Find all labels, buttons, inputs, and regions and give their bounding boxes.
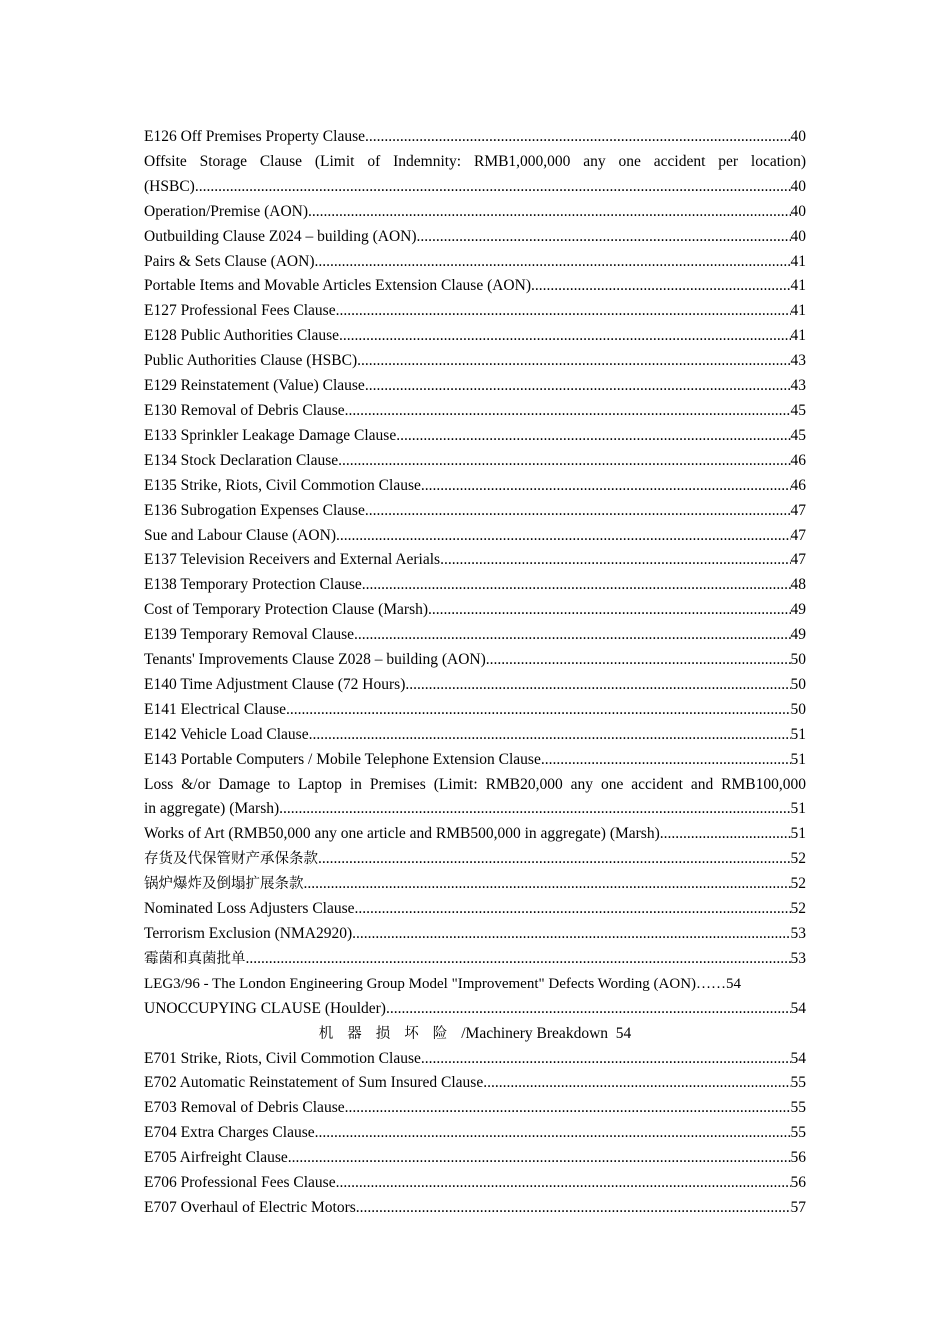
dot-leader — [417, 225, 791, 250]
toc-entry-page: 56 — [790, 1149, 806, 1167]
dot-leader — [286, 698, 790, 723]
dot-leader — [309, 723, 791, 748]
toc-entry[interactable] — [144, 822, 806, 847]
toc-entry-page: 51 — [790, 725, 806, 743]
dot-leader — [365, 499, 791, 524]
toc-entry-page: 50 — [790, 651, 806, 669]
toc-entry-title: Cost of Temporary Protection Clause (Marsh) — [144, 601, 429, 619]
toc-entry-title: E701 Strike, Riots, Civil Commotion Clause — [144, 1049, 421, 1067]
toc-entry[interactable] — [144, 897, 806, 922]
dot-leader — [336, 524, 791, 549]
toc-entry-page: 50 — [790, 700, 806, 718]
toc-entry-page: 52 — [790, 850, 806, 868]
dot-leader — [405, 673, 790, 698]
toc-entry[interactable] — [144, 399, 806, 424]
dot-leader — [338, 449, 790, 474]
section-heading[interactable] — [144, 1022, 806, 1047]
toc-entry-title: Sue and Labour Clause (AON) — [144, 526, 336, 544]
toc-entry-title: E126 Off Premises Property Clause — [144, 128, 365, 145]
toc-entry-title: Pairs & Sets Clause (AON) — [144, 252, 315, 270]
toc-entry-page: 56 — [790, 1174, 806, 1192]
toc-entry[interactable] — [144, 1047, 806, 1072]
dot-leader — [315, 250, 791, 275]
toc-entry[interactable] — [144, 972, 806, 997]
toc-entry-title: Tenants' Improvements Clause Z028 – building (AON) — [144, 651, 486, 669]
toc-entry-title: E134 Stock Declaration Clause — [144, 451, 339, 469]
dot-leader — [365, 125, 791, 150]
toc-entry-title: 锅炉爆炸及倒塌扩展条款 — [144, 876, 304, 893]
toc-entry-page: 41 — [790, 302, 806, 320]
toc-entry-page: 40 — [790, 177, 806, 195]
dot-leader — [541, 748, 791, 773]
toc-entry[interactable] — [144, 1146, 806, 1171]
toc-entry-page: 54 — [790, 1049, 806, 1067]
dot-leader — [365, 374, 791, 399]
dot-leader — [362, 573, 791, 598]
dot-leader — [345, 399, 791, 424]
toc-entry[interactable] — [144, 274, 806, 299]
dot-leader — [531, 274, 791, 299]
toc-entry-page: 51 — [790, 825, 806, 843]
toc-entry-title: E704 Extra Charges Clause — [144, 1124, 315, 1142]
toc-entry-page: 40 — [790, 202, 806, 220]
dot-leader — [483, 1071, 790, 1096]
toc-entry[interactable] — [144, 872, 806, 897]
toc-entry[interactable] — [144, 299, 806, 324]
toc-entry-page: 51 — [790, 800, 806, 818]
dot-leader — [195, 175, 791, 200]
toc-entry-title: Public Authorities Clause (HSBC) — [144, 352, 358, 370]
toc-entry[interactable] — [144, 623, 806, 648]
toc-entry-title: E136 Subrogation Expenses Clause — [144, 501, 365, 519]
toc-entry[interactable] — [144, 1196, 806, 1221]
dot-leader — [357, 349, 790, 374]
toc-entry[interactable] — [144, 947, 806, 972]
dot-leader — [318, 847, 791, 872]
toc-entry[interactable] — [144, 922, 806, 947]
toc-entry-page: 55 — [790, 1099, 806, 1117]
toc-entry-title: LEG3/96 - The London Engineering Group Model "Improvement" Defects Wording (AON) — [144, 975, 697, 992]
section-heading-page: 54 — [615, 1024, 632, 1042]
toc-entry-title: Operation/Premise (AON) — [144, 202, 308, 220]
dot-leader — [339, 324, 790, 349]
toc-entry-title: E703 Removal of Debris Clause — [144, 1099, 345, 1117]
toc-entry-title: E702 Automatic Reinstatement of Sum Insured Clause — [144, 1074, 484, 1092]
toc-entry[interactable] — [144, 449, 806, 474]
dot-leader — [336, 1171, 791, 1196]
section-heading-cn: 机器损坏险 — [318, 1025, 462, 1042]
short-leader: …… — [696, 975, 727, 992]
toc-entry-page: 41 — [790, 327, 806, 345]
toc-entry-page: 48 — [790, 576, 806, 594]
toc-entry[interactable] — [144, 225, 806, 250]
toc-entry[interactable] — [144, 524, 806, 549]
dot-leader — [396, 424, 790, 449]
toc-entry-title: E128 Public Authorities Clause — [144, 327, 340, 345]
toc-entry[interactable] — [144, 200, 806, 225]
toc-entry[interactable] — [144, 474, 806, 499]
toc-entry[interactable] — [144, 748, 806, 773]
toc-entry-title: E129 Reinstatement (Value) Clause — [144, 377, 365, 395]
toc-entry-title: Outbuilding Clause Z024 – building (AON) — [144, 227, 417, 245]
toc-entry[interactable] — [144, 573, 806, 598]
toc-entry-title: Works of Art (RMB50,000 any one article and RMB500,000 in aggregate) (Marsh) — [144, 825, 660, 843]
toc-entry-title: E707 Overhaul of Electric Motors — [144, 1198, 356, 1216]
dot-leader — [345, 1096, 791, 1121]
toc-entry-page: 53 — [790, 949, 806, 967]
toc-entry-page: 40 — [790, 227, 806, 245]
dot-leader — [356, 1196, 791, 1221]
toc-entry-title-line2: in aggregate) (Marsh) — [144, 800, 280, 818]
toc-entry-title: Nominated Loss Adjusters Clause — [144, 900, 355, 918]
toc-entry-title: E137 Television Receivers and External Aerials — [144, 551, 441, 569]
toc-entry-page: 46 — [790, 476, 806, 494]
dot-leader — [421, 1047, 791, 1072]
toc-entry-title: 霉菌和真菌批单 — [144, 950, 246, 967]
toc-entry-title: E138 Temporary Protection Clause — [144, 576, 362, 594]
toc-entry-title: E705 Airfreight Clause — [144, 1149, 288, 1167]
toc-entry-page: 41 — [790, 277, 806, 295]
toc-entry-page: 55 — [790, 1074, 806, 1092]
dot-leader — [315, 1121, 791, 1146]
toc-entry[interactable] — [144, 847, 806, 872]
toc-entry[interactable] — [144, 1121, 806, 1146]
toc-entry[interactable] — [144, 125, 806, 150]
toc-entry-title: E140 Time Adjustment Clause (72 Hours) — [144, 675, 406, 693]
toc-entry-page: 54 — [726, 975, 742, 992]
toc-entry-page: 51 — [790, 750, 806, 768]
toc-entry-title-line1: Loss &/or Damage to Laptop in Premises (Limit: RMB20,000 any one accident and RMB100,000 — [144, 775, 806, 793]
toc-entry[interactable] — [144, 1171, 806, 1196]
dot-leader — [246, 947, 791, 972]
toc-entry-page: 49 — [790, 626, 806, 644]
toc-entry[interactable] — [144, 374, 806, 399]
toc-entry-title: UNOCCUPYING CLAUSE (Houlder) — [144, 999, 386, 1017]
toc-entry[interactable] — [144, 324, 806, 349]
toc-entry-page: 47 — [790, 551, 806, 569]
dot-leader — [355, 897, 791, 922]
toc-entry-page: 40 — [790, 128, 806, 145]
toc-entry-title: 存货及代保管财产承保条款 — [144, 851, 318, 868]
toc-entry[interactable] — [144, 698, 806, 723]
dot-leader — [486, 648, 791, 673]
section-heading-en: /Machinery Breakdown — [461, 1024, 609, 1042]
toc-entry[interactable] — [144, 250, 806, 275]
toc-entry-page: 43 — [790, 377, 806, 395]
toc-entry-title: Portable Items and Movable Articles Extension Clause (AON) — [144, 277, 531, 295]
toc-entry-page: 53 — [790, 925, 806, 942]
toc-entry-title-line1: Offsite Storage Clause (Limit of Indemnity: RMB1,000,000 any one accident per location) — [144, 152, 806, 170]
toc-entry-title: E133 Sprinkler Leakage Damage Clause — [144, 426, 397, 444]
toc-entry[interactable] — [144, 548, 806, 573]
toc-entry-page: 52 — [790, 900, 806, 918]
toc-entry-page: 50 — [790, 675, 806, 693]
toc-entry-page: 47 — [790, 501, 806, 519]
toc-entry[interactable] — [144, 349, 806, 374]
dot-leader — [352, 922, 790, 947]
toc-entry-page: 45 — [790, 401, 806, 419]
toc-entry-page: 55 — [790, 1124, 806, 1142]
dot-leader — [336, 299, 791, 324]
toc-entry-page: 54 — [790, 999, 806, 1017]
dot-leader — [279, 797, 790, 822]
toc-entry-title: E706 Professional Fees Clause — [144, 1174, 336, 1192]
toc-entry-title-line2: (HSBC) — [144, 177, 195, 195]
toc-entry-page: 41 — [790, 252, 806, 270]
dot-leader — [660, 822, 791, 847]
toc-entry-page: 49 — [790, 601, 806, 619]
toc-entry[interactable] — [144, 598, 806, 623]
dot-leader — [386, 997, 791, 1022]
toc-entry-page: 57 — [790, 1198, 806, 1216]
toc-entry[interactable] — [144, 1071, 806, 1096]
toc-entry[interactable] — [144, 499, 806, 524]
toc-entry-title: E143 Portable Computers / Mobile Telephone Extension Clause — [144, 750, 541, 768]
dot-leader — [354, 623, 791, 648]
toc-entry-title: E139 Temporary Removal Clause — [144, 626, 354, 644]
toc-entry[interactable] — [144, 773, 806, 823]
dot-leader — [428, 598, 790, 623]
dot-leader — [288, 1146, 791, 1171]
toc-entry[interactable] — [144, 723, 806, 748]
toc-entry-page: 46 — [790, 451, 806, 469]
toc-entry-title: E135 Strike, Riots, Civil Commotion Clause — [144, 476, 421, 494]
toc-entry-title: E141 Electrical Clause — [144, 700, 287, 718]
dot-leader — [308, 200, 791, 225]
toc-entry-title: E130 Removal of Debris Clause — [144, 401, 345, 419]
toc-entry-title: E142 Vehicle Load Clause — [144, 725, 309, 743]
toc-entry-page: 43 — [790, 352, 806, 370]
toc-entry[interactable] — [144, 150, 806, 200]
dot-leader — [440, 548, 790, 573]
toc-entry-page: 52 — [790, 875, 806, 893]
toc-entry[interactable] — [144, 648, 806, 673]
dot-leader — [421, 474, 791, 499]
toc-entry[interactable] — [144, 997, 806, 1022]
toc-entry[interactable] — [144, 1096, 806, 1121]
toc-entry-page: 45 — [790, 426, 806, 444]
toc-entry[interactable] — [144, 673, 806, 698]
toc-entry-title: E127 Professional Fees Clause — [144, 302, 336, 320]
dot-leader — [304, 872, 791, 897]
toc-entry-page: 47 — [790, 526, 806, 544]
toc-entry-title: Terrorism Exclusion (NMA2920) — [144, 925, 353, 942]
table-of-contents — [144, 125, 806, 1221]
toc-entry[interactable] — [144, 424, 806, 449]
